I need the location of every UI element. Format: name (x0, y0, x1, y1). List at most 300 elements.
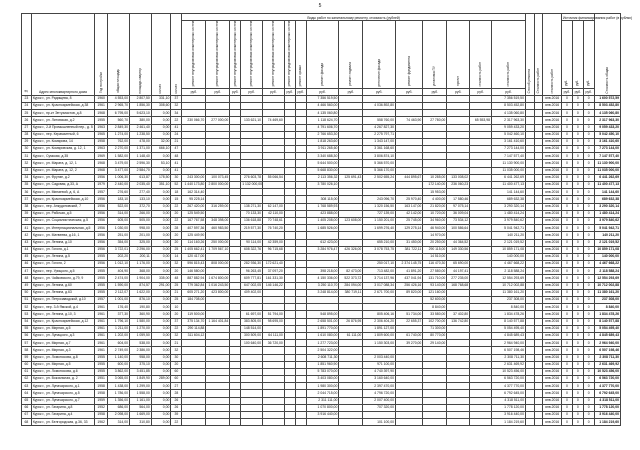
row-work-cost (339, 182, 363, 189)
row-work-cost (396, 383, 423, 390)
row-work-cost (534, 354, 543, 361)
row-work-cost: 0 (583, 361, 594, 368)
row-work-cost: 5 041 942,71 (492, 225, 526, 232)
row-work-cost: 0 (561, 182, 572, 189)
table-row (22, 210, 621, 217)
row-count: 47 (171, 146, 182, 153)
row-area-total: 522,00 (108, 203, 130, 210)
row-area-other: 0,00 (151, 261, 171, 268)
row-work-cost (525, 268, 534, 275)
row-work-cost: 70 748,61 (263, 217, 285, 224)
table-row (22, 289, 621, 296)
row-work-cost (525, 289, 534, 296)
row-work-cost: 0 (583, 419, 594, 426)
row-work-cost (396, 297, 423, 304)
row-address: Курск г., ул. Матвеева, д.16, 1 (31, 232, 94, 239)
row-work-cost (363, 304, 396, 311)
row-address: Курск г., ул. Фрунзе, д.2 (31, 174, 94, 181)
row-work-cost (470, 397, 492, 404)
row-work-cost: янв.2016 (543, 138, 562, 145)
row-count: 21 (171, 289, 182, 296)
row-work-cost: янв.2016 (543, 268, 562, 275)
row-work-cost: 0 (572, 311, 583, 318)
row-year: 1956 (95, 261, 108, 268)
row-work-cost: 0 (572, 110, 583, 117)
row-work-cost: 172 621,40 (263, 261, 285, 268)
row-work-cost (295, 311, 306, 318)
row-year: 1955 (95, 354, 108, 361)
row-work-cost: янв.2016 (543, 412, 562, 419)
row-work-cost: 8 840,00 (492, 304, 526, 311)
row-work-cost: 2 631 469,92 (492, 361, 526, 368)
row-work-cost: 3 714 137,96 (363, 275, 396, 282)
row-work-cost: 3 806 874,10 (363, 153, 396, 160)
row-work-cost: 61 111,00 (339, 332, 363, 339)
row-total-cost: 1 778 120,00 (594, 404, 620, 411)
row-work-cost (525, 297, 534, 304)
row-area-total: 1 211,00 (108, 325, 130, 332)
row-work-cost: янв.2016 (543, 376, 562, 383)
row-work-cost (295, 182, 306, 189)
row-work-cost: 10 859 171,08 (492, 246, 526, 253)
row-work-cost: 1 118 624,70 (306, 117, 339, 124)
col-header-area-other: кол-во (151, 14, 171, 96)
row-work-cost (339, 261, 363, 268)
row-work-cost (241, 304, 263, 311)
row-work-cost: 14 970,00 (423, 232, 447, 239)
row-work-cost (284, 404, 295, 411)
row-area-other: 0,00 (151, 354, 171, 361)
row-work-cost: 96 263,45 (241, 268, 263, 275)
row-area-flats: 325,00 (129, 239, 151, 246)
col-header-area-flats: площадь квартир (129, 14, 151, 96)
row-work-cost (230, 419, 241, 426)
unit-header: руб. (182, 88, 206, 95)
row-work-cost: 0 (561, 174, 572, 181)
row-work-cost (263, 196, 285, 203)
row-year: 1958 (95, 383, 108, 390)
row-work-cost (263, 419, 285, 426)
row-number: 52 (22, 304, 32, 311)
row-year: 1951 (95, 376, 108, 383)
row-year: 1959 (95, 397, 108, 404)
row-work-cost (470, 225, 492, 232)
row-work-cost: 37 402,80 (447, 311, 470, 318)
row-work-cost (284, 397, 295, 404)
table-row (22, 138, 621, 145)
row-work-cost: 10 720,00 (423, 210, 447, 217)
col-header-work-1: ремонт внутридомовых инженерных систем (182, 21, 206, 89)
row-work-cost (470, 289, 492, 296)
row-work-cost (396, 146, 423, 153)
row-work-cost (295, 210, 306, 217)
row-number: 58 (22, 347, 32, 354)
row-work-cost: 0 (583, 304, 594, 311)
row-work-cost (396, 189, 423, 196)
row-work-cost (534, 404, 543, 411)
row-work-cost (534, 110, 543, 117)
row-cost-systems (182, 368, 206, 375)
row-work-cost: 0 (561, 217, 572, 224)
row-work-cost (339, 390, 363, 397)
row-work-cost (525, 397, 534, 404)
row-work-cost (284, 390, 295, 397)
row-number: 46 (22, 261, 32, 268)
row-cost-systems: 1 440 173,80 (182, 182, 206, 189)
row-year: 1955 (95, 268, 108, 275)
row-work-cost (263, 376, 285, 383)
unit-header: руб. (561, 88, 572, 95)
row-work-cost: 3 290 320,14 (492, 203, 526, 210)
row-year: 1957 (95, 189, 108, 196)
row-cost-systems (182, 347, 206, 354)
row-cost-systems: 162 314,40 (182, 189, 206, 196)
row-work-cost: 1 320 156,50 (363, 203, 396, 210)
row-work-cost: 70 133,30 (241, 210, 263, 217)
row-work-cost (284, 131, 295, 138)
row-work-cost (534, 117, 543, 124)
row-work-cost (230, 268, 241, 275)
row-cost-systems (182, 95, 206, 102)
row-total-cost: 1 834 478,26 (594, 311, 620, 318)
table-row (22, 282, 621, 289)
row-work-cost (470, 131, 492, 138)
row-work-cost: 0 (583, 160, 594, 167)
row-work-cost (206, 138, 230, 145)
row-work-cost: 250 000,00 (206, 239, 230, 246)
row-work-cost (230, 325, 241, 332)
row-work-cost (230, 210, 241, 217)
row-work-cost: 0 (572, 182, 583, 189)
row-work-cost: 11 380 161,20 (492, 289, 526, 296)
row-work-cost: янв.2016 (543, 124, 562, 131)
row-work-cost: 6 507 198,46 (492, 347, 526, 354)
row-count: 32 (171, 332, 182, 339)
row-area-flats: 375,10 (129, 361, 151, 368)
row-total-cost: 7 147 577,40 (594, 153, 620, 160)
row-work-cost: 0 (572, 246, 583, 253)
row-work-cost (339, 160, 363, 167)
row-work-cost: 161 331,30 (263, 275, 285, 282)
row-work-cost (423, 160, 447, 167)
row-address: Курск г., 2-й Промышленный пер., д. 5 (31, 124, 94, 131)
row-cost-systems (182, 131, 206, 138)
row-work-cost (447, 347, 470, 354)
row-work-cost: 10 285,00 (423, 174, 447, 181)
row-cost-systems: 267 420,00 (182, 203, 206, 210)
row-area-total: 314,00 (108, 210, 130, 217)
row-address: Курск г., ул. Ленина, д.5 (31, 253, 94, 260)
row-work-cost: 0 (561, 368, 572, 375)
row-work-cost (206, 325, 230, 332)
row-year: 1957 (95, 297, 108, 304)
row-total-cost: 7 273 144,00 (594, 146, 620, 153)
row-work-cost (306, 232, 339, 239)
row-work-cost (206, 95, 230, 102)
row-work-cost (525, 117, 534, 124)
row-work-cost (470, 347, 492, 354)
row-count: 41 (171, 160, 182, 167)
row-work-cost: янв.2016 (543, 318, 562, 325)
row-total-cost: 6 563 720,00 (594, 376, 620, 383)
row-work-cost (447, 102, 470, 109)
row-work-cost: 0 (583, 138, 594, 145)
row-area-flats: 998,00 (129, 225, 151, 232)
row-work-cost (339, 232, 363, 239)
row-work-cost: 100 073,45 (206, 174, 230, 181)
row-work-cost: 2 311 111,00 (306, 397, 339, 404)
row-work-cost (470, 419, 492, 426)
row-work-cost (534, 146, 543, 153)
row-work-cost (525, 225, 534, 232)
row-area-other: 0,00 (151, 189, 171, 196)
row-work-cost: 4 791 606,70 (306, 124, 339, 131)
row-work-cost: 3 340 688,30 (306, 153, 339, 160)
unit-header: руб. (572, 88, 583, 95)
row-number: 27 (22, 124, 32, 131)
row-work-cost: 52 600,00 (423, 297, 447, 304)
row-work-cost: 0 (572, 138, 583, 145)
row-work-cost (363, 347, 396, 354)
row-work-cost (295, 160, 306, 167)
row-count: 20 (171, 239, 182, 246)
row-work-cost: янв.2016 (543, 110, 562, 117)
row-work-cost (284, 153, 295, 160)
row-work-cost: 1 184 219,60 (492, 419, 526, 426)
row-number: 54 (22, 318, 32, 325)
row-work-cost: 0 (572, 217, 583, 224)
row-address: Курск г., ул. Красноармейская, д.38 (31, 102, 94, 109)
row-work-cost (295, 268, 306, 275)
row-work-cost: 42 359,00 (263, 239, 285, 246)
row-work-cost (447, 340, 470, 347)
row-work-cost: 805 406,16 (363, 311, 396, 318)
row-count: 14 (171, 253, 182, 260)
row-work-cost: янв.2016 (543, 246, 562, 253)
row-work-cost: 2 374 145,75 (396, 261, 423, 268)
row-area-total: 6 795,00 (108, 110, 130, 117)
row-number: 40 (22, 217, 32, 224)
col-header-work-14: стоимость работ (470, 21, 492, 89)
row-work-cost: янв.2016 (543, 225, 562, 232)
col-header-work-11: ремонт фундамента (396, 21, 423, 89)
row-work-cost (295, 397, 306, 404)
row-work-cost (230, 160, 241, 167)
row-work-cost: 0 (572, 325, 583, 332)
row-work-cost (470, 102, 492, 109)
row-work-cost (284, 325, 295, 332)
row-number: 23 (22, 95, 32, 102)
row-area-total: 3 722,01 (108, 246, 130, 253)
row-work-cost: 4 135 060,80 (492, 110, 526, 117)
row-total-cost: 4 318 511,00 (594, 397, 620, 404)
col-header-finance-2: руб. (572, 21, 583, 89)
row-area-other: 0,00 (151, 311, 171, 318)
row-work-cost: 39 270,00 (396, 340, 423, 347)
row-work-cost (525, 124, 534, 131)
row-work-cost: 36 009,04 (447, 210, 470, 217)
row-work-cost (525, 412, 534, 419)
row-work-cost: 2 658 501,00 (306, 318, 339, 325)
row-work-cost (470, 210, 492, 217)
row-work-cost (206, 304, 230, 311)
row-area-flats: 613,87 (129, 174, 151, 181)
row-work-cost: 0 (561, 95, 572, 102)
row-work-cost (447, 361, 470, 368)
row-total-cost: 2 121 019,52 (594, 239, 620, 246)
row-work-cost (534, 304, 543, 311)
row-work-cost (230, 110, 241, 117)
row-cost-systems: 605 271,20 (182, 289, 206, 296)
row-work-cost: 5 668 830,00 (306, 167, 339, 174)
col-header-period: стоимость работ (543, 14, 562, 96)
row-area-total: 354,00 (108, 239, 130, 246)
row-area-total: 377,30 (108, 311, 130, 318)
row-work-cost: 0 (583, 210, 594, 217)
col-header-address: Адрес многоквартирного дома (31, 14, 94, 96)
col-header-work-6: ремонт внутридомовых инженерных систем (284, 21, 295, 89)
col-header-finance-1: руб. (561, 21, 572, 89)
row-work-cost (396, 368, 423, 375)
row-work-cost (284, 361, 295, 368)
row-work-cost (230, 189, 241, 196)
row-address: Курск г., ул. Гоголя, д.1 (31, 246, 94, 253)
row-work-cost: 0 (561, 146, 572, 153)
row-work-cost (423, 146, 447, 153)
row-work-cost: 46 940,00 (423, 225, 447, 232)
row-year: 1955 (95, 275, 108, 282)
row-area-total: 2 440,00 (108, 182, 130, 189)
row-work-cost (241, 397, 263, 404)
row-cost-systems (182, 153, 206, 160)
row-work-cost: 1 343 147,00 (363, 138, 396, 145)
row-year: 1960 (95, 95, 108, 102)
row-work-cost (339, 95, 363, 102)
row-work-cost (423, 404, 447, 411)
row-area-other: 666,10 (151, 146, 171, 153)
row-address: Курск г., ул. Гагарина, д.8 (31, 404, 94, 411)
row-work-cost: 138 271,30 (241, 203, 263, 210)
row-year: 1955 (95, 282, 108, 289)
row-area-flats: 1 558,00 (129, 390, 151, 397)
row-work-cost: 0 (561, 404, 572, 411)
row-work-cost: 7 273 144,00 (492, 146, 526, 153)
row-work-cost (241, 138, 263, 145)
row-work-cost (423, 153, 447, 160)
row-total-cost: 2 964 940,00 (594, 340, 620, 347)
row-work-cost: 1 610 080,00 (306, 332, 339, 339)
row-total-cost: 237 308,00 (594, 297, 620, 304)
row-work-cost: 713 482,00 (363, 268, 396, 275)
row-area-flats: 2 807,50 (129, 95, 151, 102)
row-area-other: 0,00 (151, 246, 171, 253)
row-work-cost (363, 182, 396, 189)
row-work-cost: 74 469,60 (263, 117, 285, 124)
row-work-cost (339, 146, 363, 153)
row-work-cost (263, 361, 285, 368)
row-work-cost: 64 111,00 (263, 332, 285, 339)
row-work-cost (339, 404, 363, 411)
row-number: 50 (22, 289, 32, 296)
row-work-cost: янв.2016 (543, 146, 562, 153)
unit-header: руб. (263, 88, 285, 95)
row-work-cost (230, 117, 241, 124)
row-work-cost (396, 138, 423, 145)
row-area-flats: 133,10 (129, 196, 151, 203)
row-area-total: 276,60 (108, 189, 130, 196)
row-work-cost: 0 (583, 246, 594, 253)
row-area-other: 32,00 (151, 138, 171, 145)
row-address: Курск г., ул. Ленина, д.63 (31, 289, 94, 296)
row-work-cost: 51 794,00 (263, 311, 285, 318)
row-area-flats: 478,00 (129, 138, 151, 145)
row-work-cost: 2 044 715,00 (306, 390, 339, 397)
row-work-cost (339, 376, 363, 383)
unit-header: руб. (363, 88, 396, 95)
table-row (22, 124, 621, 131)
row-work-cost: 0 (583, 225, 594, 232)
row-area-flats: 200,11 (129, 253, 151, 260)
row-area-total: 1 006,30 (108, 174, 130, 181)
row-work-cost: 2 306 404,20 (363, 318, 396, 325)
row-work-cost (363, 412, 396, 419)
row-work-cost (230, 275, 241, 282)
row-work-cost: 25 970,40 (396, 196, 423, 203)
row-work-cost: янв.2016 (543, 275, 562, 282)
row-work-cost: 0 (561, 261, 572, 268)
row-total-cost: 1 600 572,59 (594, 95, 620, 102)
row-address: Курск г., ул. Ломоносова, д.6 (31, 368, 94, 375)
row-cost-systems: 119 500,00 (182, 311, 206, 318)
row-work-cost (534, 340, 543, 347)
row-work-cost (230, 131, 241, 138)
row-area-other: 0,00 (151, 383, 171, 390)
row-work-cost (284, 261, 295, 268)
row-work-cost: 1 891 127,00 (363, 325, 396, 332)
row-work-cost: 0 (572, 304, 583, 311)
row-work-cost (206, 253, 230, 260)
row-work-cost: 0 (572, 412, 583, 419)
row-year: 1961 (95, 347, 108, 354)
row-cost-systems: 230 066,70 (182, 117, 206, 124)
row-work-cost: 1 851 960,90 (306, 361, 339, 368)
row-year: 1962 (95, 419, 108, 426)
row-work-cost (470, 174, 492, 181)
unit-header: руб. (583, 88, 594, 95)
row-count: 41 (171, 124, 182, 131)
row-address: Курск г., ул. Литовская, д.2 (31, 117, 94, 124)
row-work-cost: 0 (561, 167, 572, 174)
row-work-cost: 277 000,00 (206, 117, 230, 124)
row-work-cost (447, 397, 470, 404)
row-work-cost: 3 979 840,62 (492, 217, 526, 224)
table-row (22, 325, 621, 332)
row-area-total: 1 274,00 (108, 131, 130, 138)
row-count: 20 (171, 268, 182, 275)
row-area-total: 251,00 (108, 232, 130, 239)
row-work-cost: 98 695,00 (263, 318, 285, 325)
row-work-cost (295, 347, 306, 354)
row-work-cost: 0 (572, 354, 583, 361)
row-work-cost: 90 114,00 (241, 239, 263, 246)
row-work-cost (230, 124, 241, 131)
row-work-cost (230, 383, 241, 390)
row-number: 45 (22, 253, 32, 260)
row-work-cost: 707 320,00 (363, 404, 396, 411)
row-area-total: 1 030,00 (108, 225, 130, 232)
row-work-cost (534, 253, 543, 260)
row-work-cost: 0 (583, 182, 594, 189)
